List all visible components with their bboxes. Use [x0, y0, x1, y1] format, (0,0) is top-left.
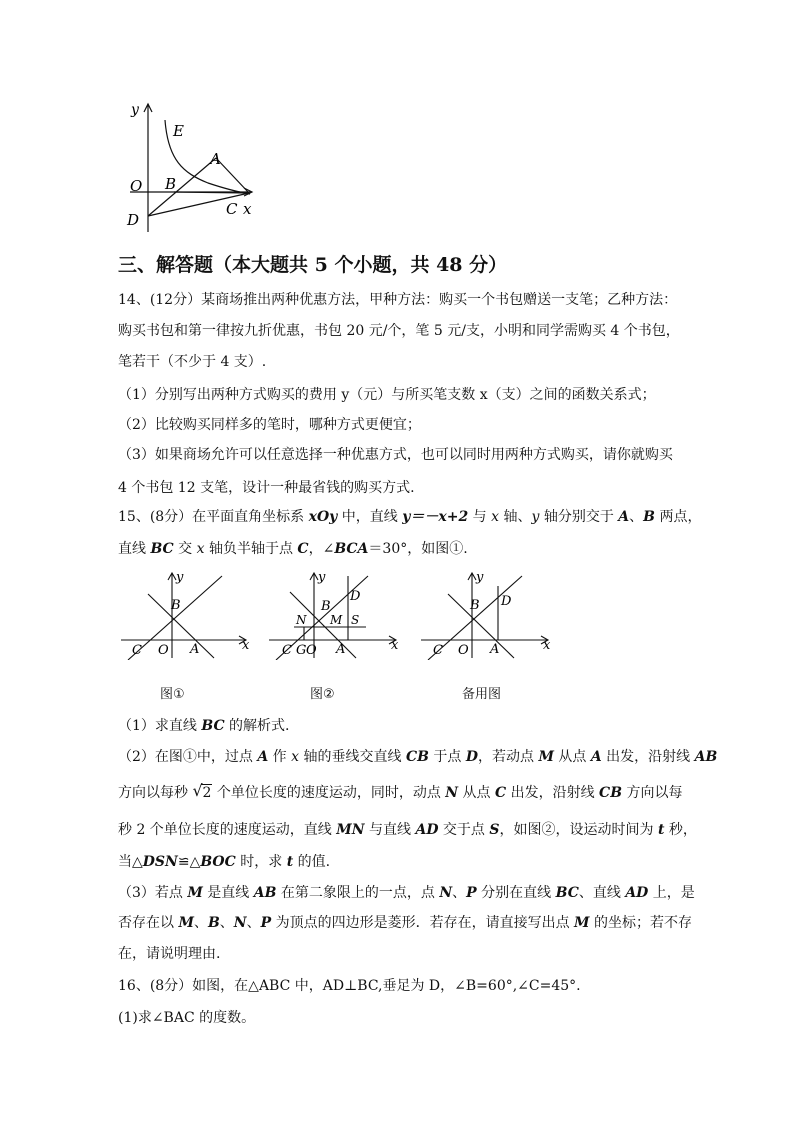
point-label-c: C — [282, 643, 292, 658]
point-label-x: x — [391, 638, 399, 653]
label-o: O — [130, 177, 143, 195]
q15-part-3-line-1: （3）若点 M 是直线 AB 在第二象限上的一点，点 N、P 分别在直线 BC、直线 AD 上，是 — [118, 885, 695, 901]
point-label-s: S — [351, 613, 360, 627]
point-label-c: C — [433, 643, 443, 658]
label-e: E — [173, 122, 184, 140]
point-label-m: M — [330, 613, 343, 627]
point-label-d: D — [501, 594, 512, 609]
q16-part-1: (1)求∠BAC 的度数。 — [118, 1010, 256, 1026]
q15-line-1: 15、(8分）在平面直角坐标系 xOy 中，直线 y＝－x+2 与 x 轴、y 轴分别交于 A、B 两点， — [118, 509, 702, 525]
point-label-a: A — [190, 642, 200, 657]
label-b: B — [165, 175, 177, 193]
point-label-o: O — [458, 643, 469, 658]
label-c: C — [226, 200, 238, 218]
figure-1 — [118, 570, 253, 660]
q15-part-3-line-2: 否存在以 M、B、N、P 为顶点的四边形是菱形．若存在，请直接写出点 M 的坐标；若不存 — [118, 915, 692, 931]
point-label-y: y — [318, 570, 326, 585]
label-x: x — [243, 200, 252, 218]
q14-part-1: （1）分别写出两种方式购买的费用 y（元）与所买笔支数 x（支）之间的函数关系式； — [118, 387, 656, 403]
label-y: y — [131, 102, 139, 118]
figure-2-caption: 图② — [310, 687, 335, 702]
point-label-a: A — [490, 642, 500, 657]
point-label-o: O — [306, 643, 317, 658]
point-label-n: N — [296, 613, 307, 627]
q15-part-3-line-3: 在，请说明理由. — [118, 946, 221, 962]
point-label-x: x — [242, 638, 250, 653]
q14-line-1: 14、(12分）某商场推出两种优惠方法，甲种方法：购买一个书包赠送一支笔；乙种方法： — [118, 292, 678, 308]
q15-line-2: 直线 BC 交 x 轴负半轴于点 C，∠BCA＝30°，如图①. — [118, 541, 468, 557]
q14-part-3-cont: 4 个书包 12 支笔，设计一种最省钱的购买方式. — [118, 480, 415, 496]
q15-part-2-line-4: 当△DSN≌△BOC 时，求 t 的值. — [118, 854, 331, 870]
point-label-b: B — [321, 599, 331, 614]
point-label-y: y — [176, 570, 184, 585]
label-a: A — [210, 150, 221, 168]
label-d: D — [127, 211, 140, 229]
q14-line-3: 笔若干（不少于 4 支）. — [118, 354, 267, 370]
point-label-a: A — [336, 642, 346, 657]
q14-line-2: 购买书包和第一律按九折优惠，书包 20 元/个，笔 5 元/支，小明和同学需购买 4 个书包， — [118, 323, 680, 339]
q14-part-2: （2）比较购买同样多的笔时，哪种方式更便宜； — [118, 417, 421, 433]
sqrt-symbol: √ 2 — [192, 781, 212, 801]
line-ac — [216, 158, 249, 193]
figure-2 — [266, 570, 406, 660]
figure-1-caption: 图① — [160, 687, 185, 702]
top-figure — [118, 98, 268, 238]
q15-part-2-line-3: 秒 2 个单位长度的速度运动，直线 MN 与直线 AD 交于点 S，如图②，设运动时间为 t 秒， — [118, 822, 697, 838]
point-label-y: y — [476, 570, 484, 585]
point-label-x: x — [543, 638, 551, 653]
point-label-o: O — [158, 643, 169, 658]
section-heading: 三、解答题（本大题共 5 个小题，共 48 分） — [118, 254, 508, 276]
q15-part-2-line-2: 方向以每秒 √ 2 个单位长度的速度运动，同时，动点 N 从点 C 出发，沿射线 CB 方向以每 — [118, 781, 683, 801]
point-label-c: C — [132, 643, 142, 658]
point-label-b: B — [470, 598, 480, 613]
figure-backup-caption: 备用图 — [462, 687, 502, 702]
q15-part-1: （1）求直线 BC 的解析式. — [118, 718, 290, 734]
q15-part-2-line-1: （2）在图①中，过点 A 作 x 轴的垂线交直线 CB 于点 D，若动点 M 从点 A 出发，沿射线 AB — [118, 749, 718, 765]
q14-part-3: （3）如果商场允许可以任意选择一种优惠方式，也可以同时用两种方式购买，请你就购买 — [118, 447, 673, 463]
q16-line-1: 16、(8分）如图，在△ABC 中，AD⊥BC,垂足为 D，∠B=60°,∠C=45°. — [118, 978, 581, 994]
point-label-g: G — [296, 643, 307, 658]
figure-backup — [418, 570, 558, 660]
point-label-d: D — [350, 589, 361, 604]
point-label-b: B — [171, 598, 181, 613]
